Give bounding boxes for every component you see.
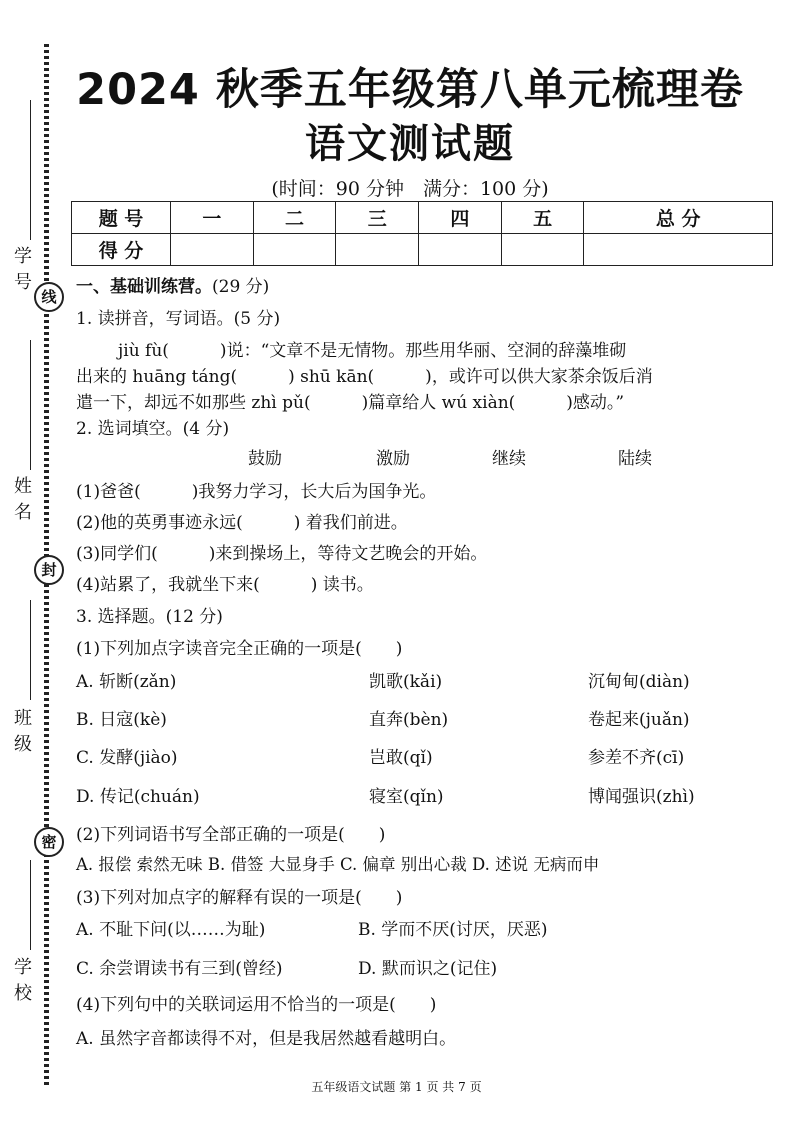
score-table-cell: 得 分 [72,234,171,266]
q3-sub1-option: 直奔(bèn) [369,710,449,730]
q3-sub3-option: C. 余尝谓读书有三到(曾经) [76,959,283,979]
score-table-cell: 五 [501,202,584,234]
q3-sub1-option: 岂敢(qǐ) [369,748,433,768]
name-line [30,340,31,470]
q3-sub1-option: B. 日寇(kè) [76,710,167,730]
q2-word: 继续 [492,449,526,469]
score-table-header-row [72,202,773,234]
seal-mi: 密 [34,827,64,857]
section-heading [76,272,269,297]
q2-word: 陆续 [618,449,652,469]
score-input-cell[interactable] [419,234,502,266]
q1-title: 1. 读拼音，写词语。(5 分) [76,309,281,329]
school-line [30,860,31,950]
seal-feng: 封 [34,555,64,585]
student-id-label: 学号 [14,246,32,293]
q3-sub1-option: D. 传记(chuán) [76,787,200,807]
page-footer: 五年级语文试题 第 1 页 共 7 页 [311,1080,482,1094]
q1-line: jiù fù( )说：“文章不是无情物。那些用华丽、空洞的辞藻堆砌 [118,341,627,361]
q2-item: (3)同学们( )来到操场上，等待文艺晚会的开始。 [76,544,488,564]
school-label: 学校 [14,957,32,1004]
score-table-score-row [72,234,773,266]
score-table-cell: 四 [419,202,502,234]
score-input-cell[interactable] [253,234,336,266]
q3-sub3-option: D. 默而识之(记住) [358,959,498,979]
q3-sub1-option: 凯歌(kǎi) [369,672,443,692]
q3-sub1-option: 博闻强识(zhì) [588,787,695,807]
q2-item: (1)爸爸( )我努力学习，长大后为国争光。 [76,482,437,502]
score-input-cell[interactable] [336,234,419,266]
score-table-cell: 题 号 [72,202,171,234]
q1-line: 遣一下，却远不如那些 zhì pǔ( )篇章给人 wú xiàn( )感动。” [76,393,625,413]
q1-line: 出来的 huāng táng( ) shū kān( )，或许可以供大家茶余饭后消 [76,367,653,387]
q3-sub1-prompt: (1)下列加点字读音完全正确的一项是( ) [76,639,403,659]
section-heading-text: 一、基础训练营。 [76,277,212,297]
q3-sub4-option: A. 虽然字音都读得不对，但是我居然越看越明白。 [76,1029,457,1049]
q2-word: 激励 [376,449,410,469]
q3-sub4-prompt: (4)下列句中的关联词运用不恰当的一项是( ) [76,995,437,1015]
page-subtitle: 语文测试题 [305,121,515,167]
q3-sub1-option: 沉甸甸(diàn) [588,672,690,692]
score-input-cell[interactable] [171,234,254,266]
score-table-cell: 一 [171,202,254,234]
q2-title: 2. 选词填空。(4 分) [76,419,230,439]
q3-sub1-option: C. 发酵(jiào) [76,748,178,768]
score-table-cell: 二 [253,202,336,234]
score-table-cell: 三 [336,202,419,234]
q3-sub2-prompt: (2)下列词语书写全部正确的一项是( ) [76,825,386,845]
q3-sub1-option: 寝室(qǐn) [369,787,444,807]
q2-item: (4)站累了，我就坐下来( ) 读书。 [76,575,374,595]
seal-xian: 线 [34,282,64,312]
score-input-cell[interactable] [501,234,584,266]
q3-sub3-option: A. 不耻下问(以……为耻) [76,920,266,940]
q2-item: (2)他的英勇事迹永远( ) 着我们前进。 [76,513,408,533]
q3-title: 3. 选择题。(12 分) [76,607,223,627]
name-label: 姓名 [14,476,32,523]
time-score-info: (时间：90 分钟 满分：100 分) [271,178,549,200]
section-points: (29 分) [212,277,270,297]
score-table-cell: 总 分 [584,202,773,234]
q3-sub3-prompt: (3)下列对加点字的解释有误的一项是( ) [76,888,403,908]
class-line [30,600,31,700]
q3-sub1-option: 卷起来(juǎn) [588,710,690,730]
page-title: 2024 秋季五年级第八单元梳理卷 [76,65,744,115]
q3-sub1-option: 参差不齐(cī) [588,748,685,768]
q3-sub2-options: A. 报偿 索然无味 B. 借签 大显身手 C. 偏章 别出心裁 D. 述说 无病而申 [76,855,600,874]
score-table [71,201,773,266]
q2-word: 鼓励 [248,449,282,469]
q3-sub3-option: B. 学而不厌(讨厌，厌恶) [358,920,548,940]
class-label: 班级 [14,708,32,755]
score-input-cell[interactable] [584,234,773,266]
q3-sub1-option: A. 斩断(zǎn) [76,672,177,692]
student-id-line [30,100,31,240]
